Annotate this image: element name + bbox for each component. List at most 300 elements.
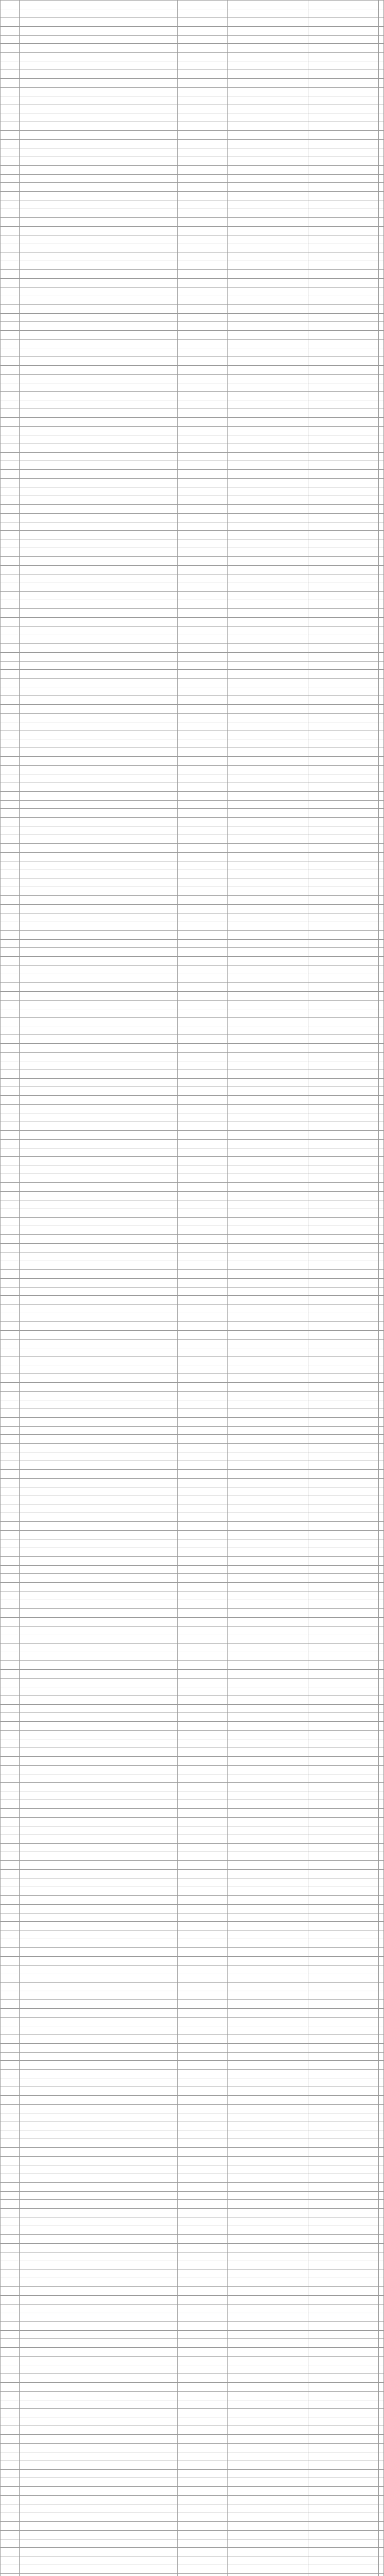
col-a-cell bbox=[178, 383, 228, 392]
col-b-cell bbox=[228, 1018, 308, 1026]
col-b-cell bbox=[228, 1217, 308, 1226]
col-c-cell bbox=[308, 105, 379, 113]
col-c-cell bbox=[308, 461, 379, 470]
col-c-cell bbox=[308, 2461, 379, 2469]
col-d-cell bbox=[379, 1870, 384, 1878]
table-row bbox=[1, 365, 384, 374]
col-c-cell bbox=[308, 626, 379, 635]
col-b-cell bbox=[228, 696, 308, 705]
col-d-cell bbox=[379, 2234, 384, 2243]
col-d-cell bbox=[379, 2018, 384, 2026]
col-c-cell bbox=[308, 496, 379, 504]
col-b-cell bbox=[228, 2234, 308, 2243]
col-a-cell bbox=[178, 2365, 228, 2374]
organization-cell bbox=[20, 1731, 178, 1739]
row-number bbox=[1, 2252, 20, 2261]
col-a-cell bbox=[178, 600, 228, 609]
col-c-cell bbox=[308, 1226, 379, 1235]
col-c-cell bbox=[308, 1244, 379, 1252]
table-row bbox=[1, 174, 384, 183]
row-number bbox=[1, 1748, 20, 1756]
col-a-cell bbox=[178, 313, 228, 322]
col-a-cell bbox=[178, 861, 228, 870]
table-row bbox=[1, 409, 384, 418]
organization-cell bbox=[20, 852, 178, 861]
table-row bbox=[1, 696, 384, 705]
row-number bbox=[1, 1600, 20, 1609]
col-b-cell bbox=[228, 487, 308, 496]
table-row bbox=[1, 1313, 384, 1322]
col-a-cell bbox=[178, 504, 228, 513]
organization-cell bbox=[20, 739, 178, 748]
col-c-cell bbox=[308, 731, 379, 739]
table-row bbox=[1, 1122, 384, 1130]
col-b-cell bbox=[228, 2530, 308, 2539]
col-d-cell bbox=[379, 374, 384, 383]
col-a-cell bbox=[178, 2382, 228, 2391]
col-c-cell bbox=[308, 843, 379, 852]
row-number bbox=[1, 2487, 20, 2496]
table-row bbox=[1, 313, 384, 322]
col-b-cell bbox=[228, 1313, 308, 1322]
col-c-cell bbox=[308, 583, 379, 591]
row-number bbox=[1, 2513, 20, 2521]
col-c-cell bbox=[308, 2348, 379, 2357]
organization-cell bbox=[20, 748, 178, 757]
col-b-cell bbox=[228, 1948, 308, 1957]
col-c-cell bbox=[308, 2330, 379, 2339]
row-number bbox=[1, 2504, 20, 2513]
organization-cell bbox=[20, 1522, 178, 1531]
col-b-cell bbox=[228, 965, 308, 974]
col-c-cell bbox=[308, 2217, 379, 2226]
col-c-cell bbox=[308, 1444, 379, 1452]
col-b-cell bbox=[228, 2095, 308, 2104]
organization-cell bbox=[20, 679, 178, 687]
table-row bbox=[1, 609, 384, 618]
col-d-cell bbox=[379, 418, 384, 427]
row-number bbox=[1, 1426, 20, 1435]
col-c-cell bbox=[308, 1322, 379, 1331]
col-a-cell bbox=[178, 18, 228, 26]
col-b-cell bbox=[228, 1556, 308, 1565]
table-row bbox=[1, 1304, 384, 1313]
organization-cell bbox=[20, 809, 178, 818]
col-c-cell bbox=[308, 1756, 379, 1765]
row-number bbox=[1, 2304, 20, 2313]
organization-cell bbox=[20, 1574, 178, 1583]
organization-cell bbox=[20, 670, 178, 679]
col-c-cell bbox=[308, 835, 379, 844]
col-a-cell bbox=[178, 209, 228, 218]
col-c-cell bbox=[308, 2339, 379, 2348]
col-b-cell bbox=[228, 235, 308, 244]
table-row bbox=[1, 1365, 384, 1374]
col-d-cell bbox=[379, 35, 384, 44]
col-b-cell bbox=[228, 1756, 308, 1765]
col-c-cell bbox=[308, 1200, 379, 1209]
col-d-cell bbox=[379, 722, 384, 731]
row-number bbox=[1, 400, 20, 409]
table-row bbox=[1, 2104, 384, 2113]
row-number bbox=[1, 2382, 20, 2391]
col-a-cell bbox=[178, 304, 228, 313]
row-number bbox=[1, 1765, 20, 1774]
col-a-cell bbox=[178, 400, 228, 409]
col-c-cell bbox=[308, 2252, 379, 2261]
table-row bbox=[1, 531, 384, 539]
col-d-cell bbox=[379, 2443, 384, 2452]
col-a-cell bbox=[178, 626, 228, 635]
col-c-cell bbox=[308, 1105, 379, 1113]
organization-cell bbox=[20, 1087, 178, 1096]
col-d-cell bbox=[379, 131, 384, 140]
col-c-cell bbox=[308, 96, 379, 105]
col-a-cell bbox=[178, 1661, 228, 1670]
row-number bbox=[1, 2113, 20, 2122]
row-number bbox=[1, 2400, 20, 2409]
col-b-cell bbox=[228, 2026, 308, 2035]
col-d-cell bbox=[379, 1, 384, 9]
organization-cell bbox=[20, 2052, 178, 2061]
col-a-cell bbox=[178, 252, 228, 261]
organization-cell bbox=[20, 235, 178, 244]
table-row bbox=[1, 809, 384, 818]
row-number bbox=[1, 1478, 20, 1487]
col-d-cell bbox=[379, 852, 384, 861]
col-b-cell bbox=[228, 2330, 308, 2339]
col-c-cell bbox=[308, 991, 379, 1000]
col-b-cell bbox=[228, 1591, 308, 1600]
col-d-cell bbox=[379, 96, 384, 105]
row-number bbox=[1, 982, 20, 991]
col-a-cell bbox=[178, 418, 228, 427]
row-number bbox=[1, 26, 20, 35]
col-a-cell bbox=[178, 1139, 228, 1148]
row-number bbox=[1, 1217, 20, 1226]
organization-cell bbox=[20, 957, 178, 965]
table-row bbox=[1, 591, 384, 600]
row-number bbox=[1, 2330, 20, 2339]
col-a-cell bbox=[178, 2313, 228, 2321]
row-number bbox=[1, 487, 20, 496]
col-a-cell bbox=[178, 1756, 228, 1765]
row-number bbox=[1, 435, 20, 444]
table-row bbox=[1, 1591, 384, 1600]
row-number bbox=[1, 2496, 20, 2504]
organization-cell bbox=[20, 183, 178, 192]
organization-cell bbox=[20, 392, 178, 400]
row-number bbox=[1, 209, 20, 218]
organization-cell bbox=[20, 479, 178, 487]
col-a-cell bbox=[178, 1244, 228, 1252]
row-number bbox=[1, 670, 20, 679]
col-a-cell bbox=[178, 331, 228, 340]
col-c-cell bbox=[308, 209, 379, 218]
col-c-cell bbox=[308, 2504, 379, 2513]
col-b-cell bbox=[228, 496, 308, 504]
col-b-cell bbox=[228, 183, 308, 192]
table-row bbox=[1, 461, 384, 470]
table-row bbox=[1, 1330, 384, 1339]
organization-cell bbox=[20, 1226, 178, 1235]
col-a-cell bbox=[178, 1852, 228, 1861]
col-a-cell bbox=[178, 843, 228, 852]
col-a-cell bbox=[178, 1956, 228, 1965]
organization-cell bbox=[20, 2530, 178, 2539]
col-b-cell bbox=[228, 774, 308, 783]
row-number bbox=[1, 2165, 20, 2174]
col-b-cell bbox=[228, 1287, 308, 1296]
col-d-cell bbox=[379, 1478, 384, 1487]
table-row bbox=[1, 1791, 384, 1800]
row-number bbox=[1, 2095, 20, 2104]
col-b-cell bbox=[228, 600, 308, 609]
organization-cell bbox=[20, 513, 178, 522]
row-number bbox=[1, 1670, 20, 1679]
row-number bbox=[1, 2435, 20, 2444]
row-number bbox=[1, 313, 20, 322]
col-b-cell bbox=[228, 2052, 308, 2061]
row-number bbox=[1, 1469, 20, 1478]
col-a-cell bbox=[178, 618, 228, 626]
col-b-cell bbox=[228, 800, 308, 809]
organization-cell bbox=[20, 1783, 178, 1791]
row-number bbox=[1, 2530, 20, 2539]
row-number bbox=[1, 1591, 20, 1600]
row-number bbox=[1, 2043, 20, 2052]
table-body bbox=[1, 1, 384, 2576]
organization-cell bbox=[20, 1982, 178, 1991]
col-a-cell bbox=[178, 426, 228, 435]
row-number bbox=[1, 565, 20, 574]
table-row bbox=[1, 2157, 384, 2165]
organization-cell bbox=[20, 2330, 178, 2339]
organization-cell bbox=[20, 600, 178, 609]
col-a-cell bbox=[178, 1400, 228, 1409]
row-number bbox=[1, 470, 20, 479]
col-d-cell bbox=[379, 704, 384, 713]
organization-cell bbox=[20, 435, 178, 444]
organization-cell bbox=[20, 1330, 178, 1339]
table-row bbox=[1, 392, 384, 400]
col-c-cell bbox=[308, 1487, 379, 1496]
col-a-cell bbox=[178, 2348, 228, 2357]
table-row bbox=[1, 670, 384, 679]
row-number bbox=[1, 2234, 20, 2243]
col-c-cell bbox=[308, 1583, 379, 1591]
table-row bbox=[1, 618, 384, 626]
row-number bbox=[1, 504, 20, 513]
col-b-cell bbox=[228, 261, 308, 270]
table-row bbox=[1, 2139, 384, 2148]
table-row bbox=[1, 2078, 384, 2087]
row-number bbox=[1, 1817, 20, 1826]
col-d-cell bbox=[379, 652, 384, 661]
row-number bbox=[1, 1191, 20, 1200]
col-b-cell bbox=[228, 2504, 308, 2513]
col-c-cell bbox=[308, 2296, 379, 2304]
col-a-cell bbox=[178, 1148, 228, 1157]
col-a-cell bbox=[178, 1991, 228, 2000]
col-c-cell bbox=[308, 2469, 379, 2478]
row-number bbox=[1, 1174, 20, 1183]
organization-cell bbox=[20, 2548, 178, 2556]
col-b-cell bbox=[228, 539, 308, 548]
col-c-cell bbox=[308, 1009, 379, 1018]
organization-cell bbox=[20, 2496, 178, 2504]
col-c-cell bbox=[308, 1113, 379, 1122]
col-d-cell bbox=[379, 2174, 384, 2182]
col-d-cell bbox=[379, 444, 384, 452]
organization-cell bbox=[20, 2174, 178, 2182]
col-a-cell bbox=[178, 70, 228, 79]
row-number bbox=[1, 679, 20, 687]
table-row bbox=[1, 2461, 384, 2469]
col-a-cell bbox=[178, 2104, 228, 2113]
col-a-cell bbox=[178, 2052, 228, 2061]
col-c-cell bbox=[308, 1435, 379, 1444]
col-b-cell bbox=[228, 1122, 308, 1130]
col-b-cell bbox=[228, 1539, 308, 1548]
col-b-cell bbox=[228, 948, 308, 957]
organization-cell bbox=[20, 209, 178, 218]
col-b-cell bbox=[228, 2278, 308, 2287]
row-number bbox=[1, 1965, 20, 1974]
table-row bbox=[1, 1452, 384, 1461]
col-c-cell bbox=[308, 2365, 379, 2374]
col-a-cell bbox=[178, 1322, 228, 1331]
col-d-cell bbox=[379, 470, 384, 479]
table-row bbox=[1, 426, 384, 435]
col-b-cell bbox=[228, 157, 308, 165]
col-a-cell bbox=[178, 635, 228, 643]
col-b-cell bbox=[228, 1696, 308, 1704]
row-number bbox=[1, 513, 20, 522]
col-b-cell bbox=[228, 1878, 308, 1887]
table-row bbox=[1, 2417, 384, 2426]
col-c-cell bbox=[308, 374, 379, 383]
col-a-cell bbox=[178, 2095, 228, 2104]
col-c-cell bbox=[308, 217, 379, 226]
row-number bbox=[1, 522, 20, 531]
organization-cell bbox=[20, 1878, 178, 1887]
row-number bbox=[1, 713, 20, 722]
col-a-cell bbox=[178, 757, 228, 766]
organization-cell bbox=[20, 800, 178, 809]
col-b-cell bbox=[228, 1, 308, 9]
table-row bbox=[1, 1652, 384, 1661]
col-c-cell bbox=[308, 2574, 379, 2576]
col-c-cell bbox=[308, 1139, 379, 1148]
col-c-cell bbox=[308, 244, 379, 252]
col-d-cell bbox=[379, 365, 384, 374]
col-b-cell bbox=[228, 1687, 308, 1696]
row-number bbox=[1, 643, 20, 652]
row-number bbox=[1, 2296, 20, 2304]
table-row bbox=[1, 1078, 384, 1087]
col-c-cell bbox=[308, 1000, 379, 1009]
col-a-cell bbox=[178, 2513, 228, 2521]
col-a-cell bbox=[178, 766, 228, 774]
col-b-cell bbox=[228, 1922, 308, 1930]
col-a-cell bbox=[178, 183, 228, 192]
col-a-cell bbox=[178, 2035, 228, 2043]
row-number bbox=[1, 878, 20, 887]
table-row bbox=[1, 1244, 384, 1252]
col-b-cell bbox=[228, 1617, 308, 1626]
table-row bbox=[1, 2548, 384, 2556]
col-b-cell bbox=[228, 2061, 308, 2070]
row-number bbox=[1, 618, 20, 626]
col-b-cell bbox=[228, 1435, 308, 1444]
col-b-cell bbox=[228, 44, 308, 53]
col-a-cell bbox=[178, 1531, 228, 1539]
organization-cell bbox=[20, 948, 178, 957]
col-b-cell bbox=[228, 2391, 308, 2400]
table-row bbox=[1, 1165, 384, 1174]
col-b-cell bbox=[228, 2374, 308, 2382]
col-c-cell bbox=[308, 1496, 379, 1504]
row-number bbox=[1, 2556, 20, 2565]
col-a-cell bbox=[178, 2521, 228, 2530]
col-c-cell bbox=[308, 426, 379, 435]
col-b-cell bbox=[228, 426, 308, 435]
col-c-cell bbox=[308, 704, 379, 713]
col-a-cell bbox=[178, 1904, 228, 1913]
col-b-cell bbox=[228, 2339, 308, 2348]
organization-cell bbox=[20, 296, 178, 304]
col-d-cell bbox=[379, 1878, 384, 1887]
row-number bbox=[1, 392, 20, 400]
table-row bbox=[1, 1600, 384, 1609]
col-b-cell bbox=[228, 1861, 308, 1870]
row-number bbox=[1, 1452, 20, 1461]
col-a-cell bbox=[178, 452, 228, 461]
table-row bbox=[1, 757, 384, 766]
organization-cell bbox=[20, 1452, 178, 1461]
table-row bbox=[1, 35, 384, 44]
col-b-cell bbox=[228, 1087, 308, 1096]
col-b-cell bbox=[228, 583, 308, 591]
col-d-cell bbox=[379, 461, 384, 470]
row-number bbox=[1, 1070, 20, 1078]
col-b-cell bbox=[228, 26, 308, 35]
col-d-cell bbox=[379, 2565, 384, 2574]
col-a-cell bbox=[178, 826, 228, 835]
organization-cell bbox=[20, 244, 178, 252]
col-b-cell bbox=[228, 1600, 308, 1609]
col-d-cell bbox=[379, 1765, 384, 1774]
table-row bbox=[1, 1565, 384, 1574]
col-a-cell bbox=[178, 835, 228, 844]
organization-cell bbox=[20, 704, 178, 713]
table-row bbox=[1, 1157, 384, 1165]
table-row bbox=[1, 1531, 384, 1539]
col-b-cell bbox=[228, 1374, 308, 1383]
col-a-cell bbox=[178, 157, 228, 165]
col-d-cell bbox=[379, 2469, 384, 2478]
row-number bbox=[1, 2139, 20, 2148]
row-number bbox=[1, 1313, 20, 1322]
col-b-cell bbox=[228, 2348, 308, 2357]
table-row bbox=[1, 643, 384, 652]
col-b-cell bbox=[228, 652, 308, 661]
col-d-cell bbox=[379, 1548, 384, 1556]
table-row bbox=[1, 1704, 384, 1713]
row-number bbox=[1, 374, 20, 383]
organization-cell bbox=[20, 913, 178, 922]
